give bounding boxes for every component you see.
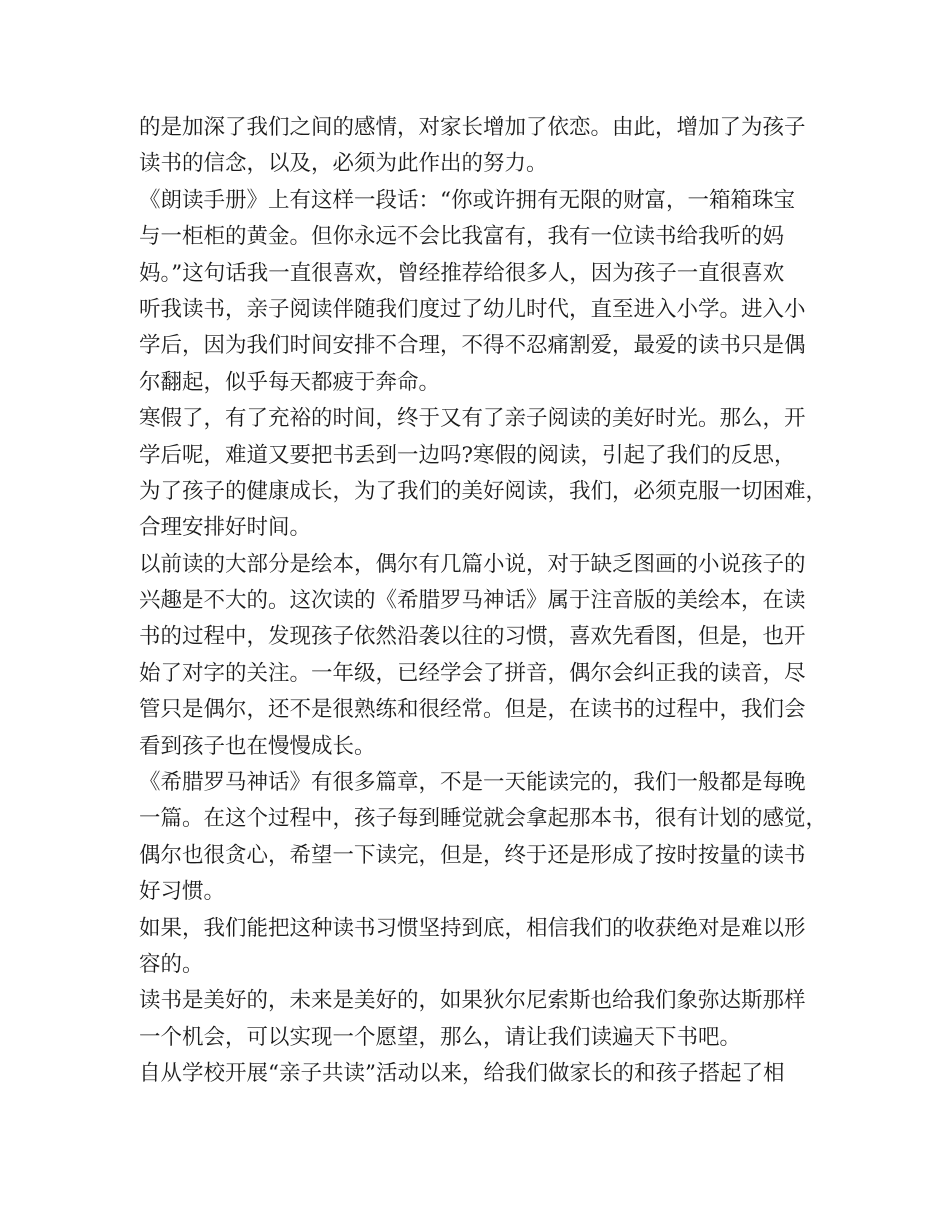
body-text	[139, 110, 828, 1093]
text-line: 管只是偶尔，还不是很熟练和很经常。但是，在读书的过程中，我们会	[139, 697, 806, 723]
text-line: 读书是美好的，未来是美好的，如果狄尔尼索斯也给我们象弥达斯那样	[139, 988, 806, 1014]
text-line: 尔翻起，似乎每天都疲于奔命。	[139, 369, 441, 395]
text-line: 听我读书，亲子阅读伴随我们度过了幼儿时代，直至进入小学。进入小	[139, 296, 806, 322]
text-line: 学后呢，难道又要把书丢到一边吗?寒假的阅读，引起了我们的反思，	[139, 442, 796, 468]
text-line: 一个机会，可以实现一个愿望，那么，请让我们读遍天下书吧。	[139, 1024, 742, 1050]
text-line: 看到孩子也在慢慢成长。	[139, 733, 376, 759]
text-line: 《希腊罗马神话》有很多篇章，不是一天能读完的，我们一般都是每晚	[139, 770, 806, 796]
text-line: 读书的信念，以及，必须为此作出的努力。	[139, 151, 548, 177]
text-line: 《朗读手册》上有这样一段话：“你或许拥有无限的财富，一箱箱珠宝	[139, 187, 795, 213]
text-line: 为了孩子的健康成长，为了我们的美好阅读，我们，必须克服一切困难，	[139, 478, 828, 504]
text-line: 偶尔也很贪心，希望一下读完，但是，终于还是形成了按时按量的读书	[139, 842, 806, 868]
text-line: 容的。	[139, 951, 204, 977]
text-line: 始了对字的关注。一年级，已经学会了拼音，偶尔会纠正我的读音，尽	[139, 660, 806, 686]
text-line: 一篇。在这个过程中，孩子每到睡觉就会拿起那本书，很有计划的感觉，	[139, 806, 828, 832]
text-line: 寒假了，有了充裕的时间，终于又有了亲子阅读的美好时光。那么，开	[139, 406, 806, 432]
text-line: 的是加深了我们之间的感情，对家长增加了依恋。由此，增加了为孩子	[139, 115, 806, 140]
text-line: 合理安排好时间。	[139, 515, 312, 541]
text-line: 自从学校开展“亲子共读”活动以来，给我们做家长的和孩子搭起了相	[139, 1061, 785, 1087]
text-line: 以前读的大部分是绘本，偶尔有几篇小说，对于缺乏图画的小说孩子的	[139, 551, 806, 577]
text-line: 学后，因为我们时间安排不合理，不得不忍痛割爱，最爱的读书只是偶	[139, 333, 806, 359]
text-line: 妈。”这句话我一直很喜欢，曾经推荐给很多人，因为孩子一直很喜欢	[139, 260, 785, 286]
text-line: 好习惯。	[139, 879, 226, 905]
text-line: 如果，我们能把这种读书习惯坚持到底，相信我们的收获绝对是难以形	[139, 915, 806, 941]
text-line: 兴趣是不大的。这次读的《希腊罗马神话》属于注音版的美绘本，在读	[139, 588, 806, 614]
text-line: 书的过程中，发现孩子依然沿袭以往的习惯，喜欢先看图，但是，也开	[139, 624, 806, 650]
text-line: 与一柜柜的黄金。但你永远不会比我富有，我有一位读书给我听的妈	[139, 224, 785, 250]
